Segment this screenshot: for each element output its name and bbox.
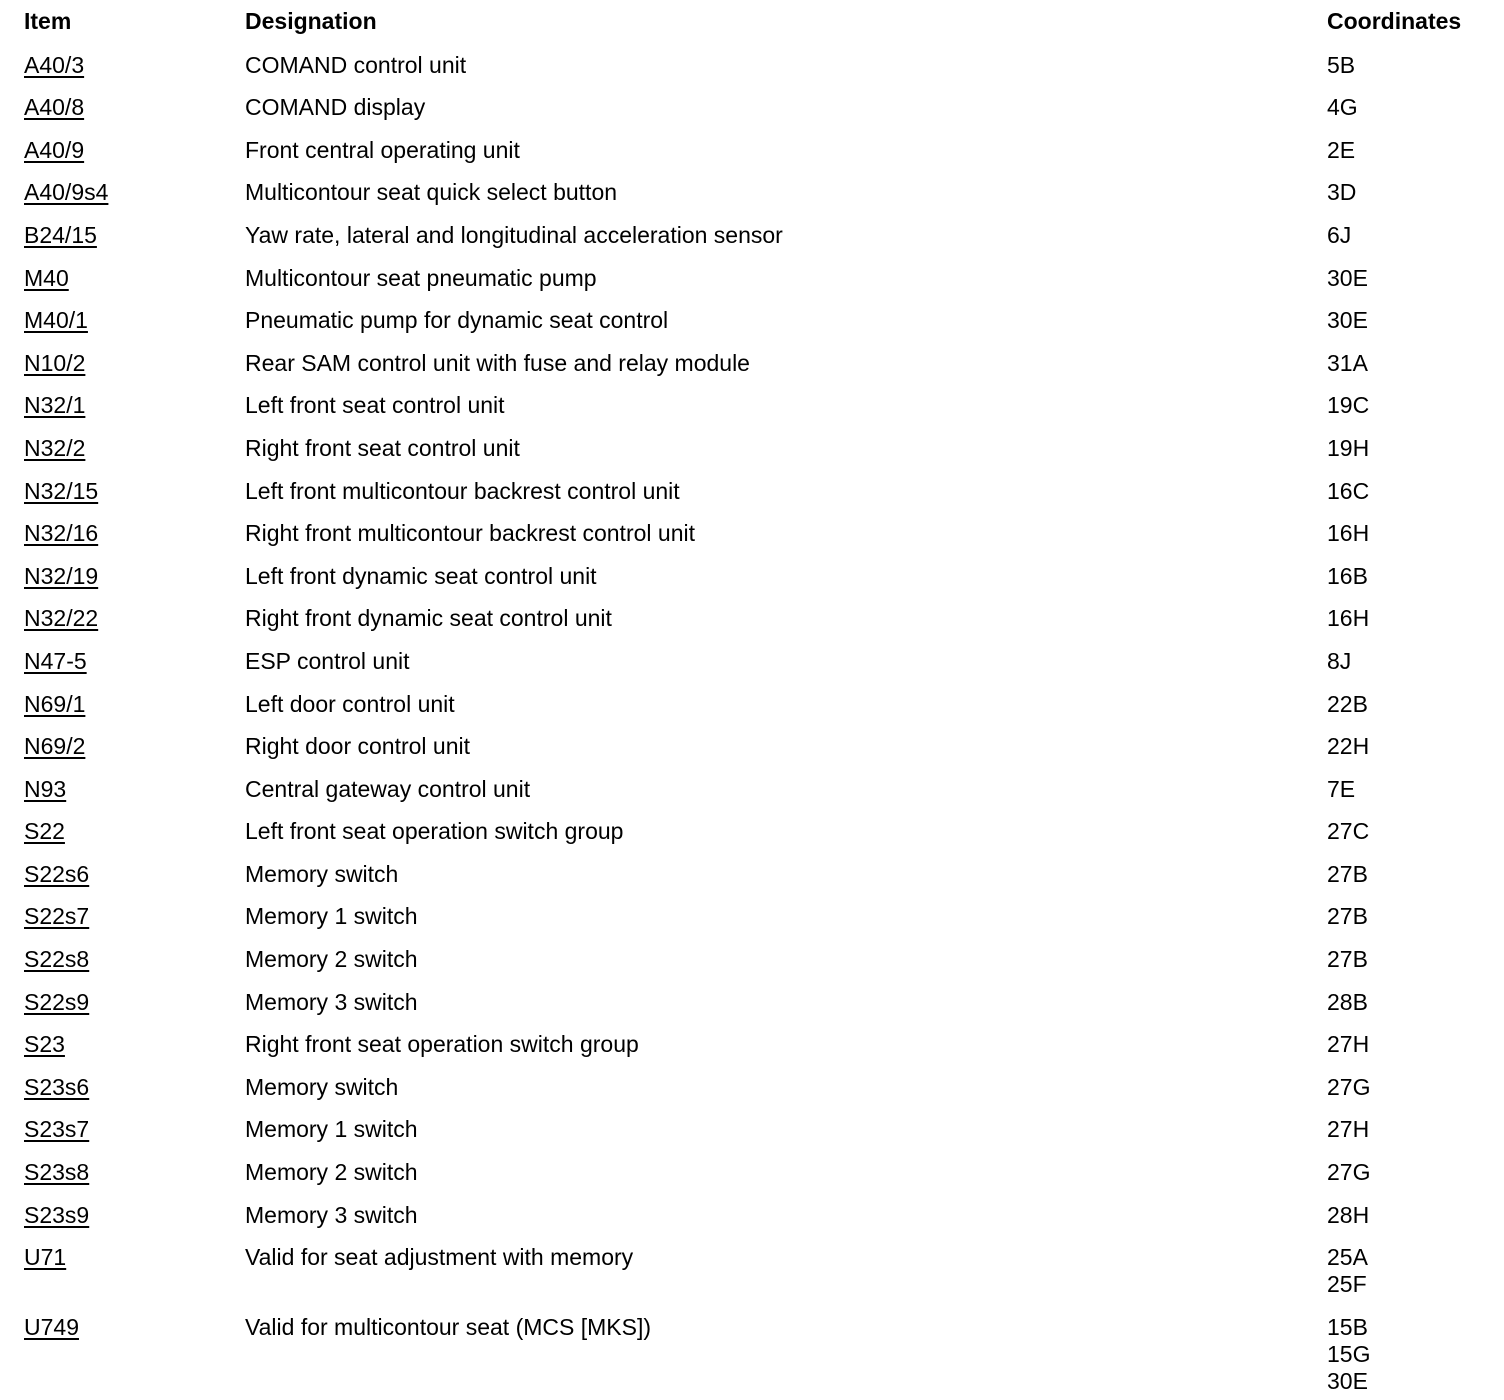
item-cell	[24, 137, 84, 164]
item-link[interactable]: S22	[24, 818, 65, 845]
coordinate-value: 31A	[1327, 349, 1368, 376]
coordinates-cell	[1327, 733, 1369, 760]
item-link[interactable]: N32/2	[24, 434, 86, 461]
item-cell	[24, 392, 85, 419]
coordinates-cell	[1327, 1159, 1370, 1186]
table-row	[0, 85, 1504, 128]
coordinates-cell	[1327, 903, 1368, 930]
designation-cell: Multicontour seat quick select button	[245, 179, 618, 206]
item-link[interactable]: U71	[24, 1244, 67, 1271]
coordinates-cell	[1327, 52, 1355, 79]
item-cell	[24, 733, 85, 760]
item-cell	[24, 989, 89, 1016]
table-row	[0, 469, 1504, 512]
item-link[interactable]: S23s6	[24, 1073, 90, 1100]
coordinate-value: 27B	[1327, 903, 1368, 930]
item-cell	[24, 350, 85, 377]
item-cell	[24, 1159, 89, 1186]
item-link[interactable]: N10/2	[24, 349, 86, 376]
designation-cell: Memory switch	[245, 1073, 399, 1100]
coordinates-cell	[1327, 691, 1368, 718]
coordinate-value: 25F	[1327, 1271, 1367, 1298]
designation-cell: Valid for seat adjustment with memory	[245, 1244, 634, 1271]
table-row	[0, 213, 1504, 256]
coordinate-value: 15G	[1327, 1341, 1371, 1368]
item-cell	[24, 818, 65, 845]
coordinates-cell	[1327, 392, 1369, 419]
coordinates-cell	[1327, 1074, 1370, 1101]
table-row	[0, 852, 1504, 895]
item-cell	[24, 222, 97, 249]
table-row	[0, 1193, 1504, 1236]
header-item: Item	[24, 8, 72, 34]
table-row	[0, 1022, 1504, 1065]
designation-cell: Memory 1 switch	[245, 903, 418, 930]
coordinate-value: 27B	[1327, 946, 1368, 973]
item-cell	[24, 1116, 89, 1143]
coordinate-value: 27B	[1327, 860, 1368, 887]
coordinates-cell	[1327, 861, 1368, 888]
coordinates-cell	[1327, 265, 1368, 292]
coordinate-value: 27C	[1327, 818, 1370, 845]
item-cell	[24, 605, 98, 632]
designation-cell: Pneumatic pump for dynamic seat control	[245, 307, 669, 334]
coordinate-value: 28H	[1327, 1201, 1370, 1228]
table-row	[0, 1107, 1504, 1150]
designation-cell: Right front multicontour backrest control unit	[245, 520, 695, 547]
table-row	[0, 639, 1504, 682]
coordinates-cell	[1327, 478, 1369, 505]
designation-cell: Front central operating unit	[245, 136, 520, 163]
item-link[interactable]: U749	[24, 1314, 79, 1341]
coordinate-value: 2E	[1327, 136, 1356, 163]
coordinates-cell	[1327, 946, 1368, 973]
coordinate-value: 15B	[1327, 1314, 1368, 1341]
coordinate-value: 30E	[1327, 1368, 1368, 1395]
table-row	[0, 1235, 1504, 1305]
coordinates-cell	[1327, 1031, 1369, 1058]
coordinate-value: 6J	[1327, 221, 1352, 248]
table-row	[0, 511, 1504, 554]
designation-cell: Rear SAM control unit with fuse and relay module	[245, 349, 750, 376]
item-cell	[24, 563, 98, 590]
table-row	[0, 767, 1504, 810]
designation-cell: Right front seat control unit	[245, 434, 520, 461]
coordinate-value: 27H	[1327, 1031, 1370, 1058]
coordinates-cell	[1327, 94, 1358, 121]
table-row	[0, 1065, 1504, 1108]
coordinates-cell	[1327, 350, 1368, 377]
coordinates-cell	[1327, 222, 1351, 249]
coordinates-cell	[1327, 520, 1369, 547]
item-link[interactable]: A40/8	[24, 94, 85, 121]
coordinate-value: 3D	[1327, 179, 1357, 206]
coordinates-cell	[1327, 435, 1369, 462]
designation-cell: Memory switch	[245, 860, 399, 887]
item-cell	[24, 520, 98, 547]
item-link[interactable]: B24/15	[24, 221, 97, 248]
coordinate-value: 16H	[1327, 605, 1370, 632]
item-link[interactable]: S23s7	[24, 1116, 90, 1143]
designation-cell: Memory 3 switch	[245, 1201, 418, 1228]
table-row	[0, 128, 1504, 171]
coordinate-value: 5B	[1327, 51, 1356, 78]
item-link[interactable]: N32/19	[24, 562, 99, 589]
item-cell	[24, 903, 89, 930]
item-cell	[24, 1031, 65, 1058]
table-row	[0, 937, 1504, 980]
item-link[interactable]: A40/9s4	[24, 179, 109, 206]
table-header	[0, 0, 1504, 43]
item-link[interactable]: A40/3	[24, 51, 85, 78]
table-body	[0, 43, 1504, 1395]
coordinate-value: 27H	[1327, 1116, 1370, 1143]
table-row	[0, 980, 1504, 1023]
designation-cell: Memory 2 switch	[245, 946, 418, 973]
designation-cell: Left door control unit	[245, 690, 455, 717]
item-link[interactable]: M40/1	[24, 307, 88, 334]
coordinate-value: 27G	[1327, 1073, 1371, 1100]
designation-cell: Left front seat control unit	[245, 392, 505, 419]
coordinate-value: 25A	[1327, 1244, 1368, 1271]
designation-cell: Central gateway control unit	[245, 775, 531, 802]
item-link[interactable]: S22s9	[24, 988, 90, 1015]
coordinate-value: 28B	[1327, 988, 1368, 1015]
item-link[interactable]: S23s8	[24, 1159, 90, 1186]
table-row	[0, 554, 1504, 597]
item-cell	[24, 861, 89, 888]
designation-cell: Memory 1 switch	[245, 1116, 418, 1143]
header-designation: Designation	[245, 8, 377, 34]
table-row	[0, 43, 1504, 86]
designation-cell: Multicontour seat pneumatic pump	[245, 264, 597, 291]
item-link[interactable]: N69/2	[24, 733, 86, 760]
designation-cell: Memory 3 switch	[245, 988, 418, 1015]
item-cell	[24, 1314, 79, 1341]
item-cell	[24, 691, 85, 718]
designation-cell: Left front dynamic seat control unit	[245, 562, 597, 589]
coordinate-value: 4G	[1327, 94, 1358, 121]
coordinate-value: 30E	[1327, 264, 1368, 291]
item-cell	[24, 307, 88, 334]
item-cell	[24, 435, 85, 462]
designation-cell: Right door control unit	[245, 733, 471, 760]
table-row	[0, 596, 1504, 639]
coordinates-cell	[1327, 179, 1356, 206]
coordinates-cell	[1327, 989, 1368, 1016]
coordinate-value: 7E	[1327, 775, 1356, 802]
item-link[interactable]: S22s8	[24, 946, 90, 973]
item-link[interactable]: N93	[24, 775, 67, 802]
item-link[interactable]: S22s6	[24, 860, 90, 887]
table-row	[0, 724, 1504, 767]
item-link[interactable]: S23	[24, 1031, 65, 1058]
designation-cell: Memory 2 switch	[245, 1159, 418, 1186]
table-row	[0, 1150, 1504, 1193]
coordinates-cell	[1327, 1116, 1369, 1143]
designation-cell: Valid for multicontour seat (MCS [MKS])	[245, 1314, 652, 1341]
designation-cell: COMAND display	[245, 94, 426, 121]
coordinates-cell	[1327, 605, 1369, 632]
table-row	[0, 682, 1504, 725]
item-cell	[24, 179, 108, 206]
item-cell	[24, 94, 84, 121]
coordinates-cell	[1327, 137, 1355, 164]
coordinates-cell	[1327, 1244, 1368, 1298]
item-cell	[24, 946, 89, 973]
coordinate-value: 22H	[1327, 733, 1370, 760]
coordinates-cell	[1327, 307, 1368, 334]
item-link[interactable]: A40/9	[24, 136, 85, 163]
coordinate-value: 16H	[1327, 520, 1370, 547]
coordinates-cell	[1327, 1202, 1369, 1229]
item-cell	[24, 52, 84, 79]
item-link[interactable]: S22s7	[24, 903, 90, 930]
designation-cell: Right front dynamic seat control unit	[245, 605, 612, 632]
designation-cell: Yaw rate, lateral and longitudinal acceleration sensor	[245, 221, 783, 248]
table-row	[0, 894, 1504, 937]
item-cell	[24, 1074, 89, 1101]
coordinate-value: 19H	[1327, 434, 1370, 461]
designation-cell: COMAND control unit	[245, 51, 467, 78]
table-row	[0, 809, 1504, 852]
coordinate-value: 16C	[1327, 477, 1370, 504]
table-row	[0, 256, 1504, 299]
table-row	[0, 341, 1504, 384]
item-cell	[24, 1202, 89, 1229]
coordinate-value: 19C	[1327, 392, 1370, 419]
coordinates-cell	[1327, 563, 1368, 590]
coordinates-cell	[1327, 648, 1351, 675]
item-link[interactable]: N32/16	[24, 520, 99, 547]
coordinate-value: 8J	[1327, 647, 1352, 674]
item-cell	[24, 1244, 66, 1271]
coordinate-value: 27G	[1327, 1159, 1371, 1186]
coordinate-value: 16B	[1327, 562, 1368, 589]
item-cell	[24, 776, 66, 803]
item-cell	[24, 478, 98, 505]
coordinate-value: 30E	[1327, 307, 1368, 334]
coordinates-cell	[1327, 776, 1355, 803]
designation-cell: Left front multicontour backrest control unit	[245, 477, 680, 504]
designation-cell: Right front seat operation switch group	[245, 1031, 639, 1058]
table-row	[0, 170, 1504, 213]
item-link[interactable]: N32/1	[24, 392, 86, 419]
table-row	[0, 1305, 1504, 1395]
item-link[interactable]: M40	[24, 264, 69, 291]
item-link[interactable]: N47-5	[24, 647, 87, 674]
item-cell	[24, 265, 69, 292]
item-link[interactable]: N69/1	[24, 690, 86, 717]
header-coordinates: Coordinates	[1327, 8, 1462, 34]
table-row	[0, 383, 1504, 426]
table-row	[0, 298, 1504, 341]
item-link[interactable]: N32/22	[24, 605, 99, 632]
coordinates-cell	[1327, 1314, 1370, 1395]
table-row	[0, 426, 1504, 469]
coordinate-value: 22B	[1327, 690, 1368, 717]
item-link[interactable]: N32/15	[24, 477, 99, 504]
item-cell	[24, 648, 87, 675]
designation-cell: Left front seat operation switch group	[245, 818, 624, 845]
designation-cell: ESP control unit	[245, 647, 410, 674]
coordinates-cell	[1327, 818, 1369, 845]
item-link[interactable]: S23s9	[24, 1201, 90, 1228]
